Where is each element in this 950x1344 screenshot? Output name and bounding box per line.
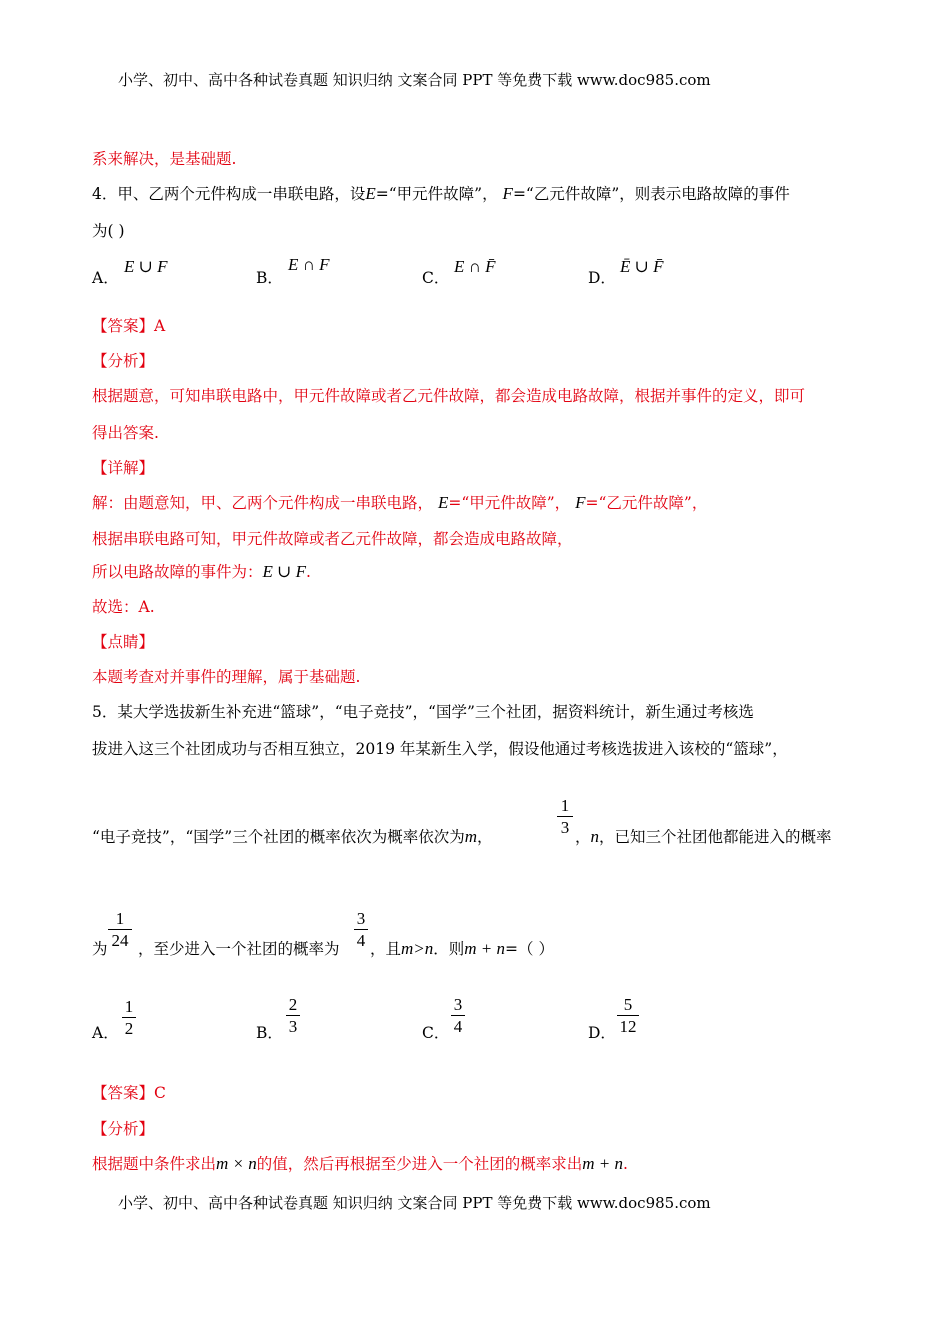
page-footer: 小学、初中、高中各种试卷真题 知识归纳 文案合同 PPT 等免费下载 www.doc985.com bbox=[118, 1194, 711, 1212]
previous-comment-tail: 系来解决，是基础题. bbox=[92, 150, 237, 168]
q4-comment: 本题考查对并事件的理解，属于基础题. bbox=[92, 668, 361, 686]
q5-fraction-three-quarters: 3 4 bbox=[354, 910, 368, 949]
q4-option-a[interactable]: A． bbox=[92, 269, 119, 287]
q5-fraction-one-24th: 1 24 bbox=[108, 910, 132, 949]
q5-analysis-tag: 【分析】 bbox=[92, 1120, 155, 1138]
q5-option-d-fraction: 5 12 bbox=[617, 996, 639, 1035]
q5-stem-line4-start: 为 bbox=[92, 940, 108, 958]
q5-option-b-fraction: 2 3 bbox=[286, 996, 300, 1035]
q4-option-b[interactable]: B． bbox=[256, 269, 283, 287]
q5-option-c-fraction: 3 4 bbox=[451, 996, 465, 1035]
q5-analysis-line: 根据题中条件求出m × n的值，然后再根据至少进入一个社团的概率求出m + n. bbox=[92, 1154, 628, 1173]
q4-stem-line1: 4．甲、乙两个元件构成一串联电路，设E=“甲元件故障”， F=“乙元件故障”，则表示电路故障的事件 bbox=[92, 184, 790, 203]
q4-stem-line2: 为( ) bbox=[92, 222, 125, 240]
q5-option-a[interactable]: A． bbox=[92, 1024, 119, 1042]
q4-detail-line2: 根据串联电路可知，甲元件故障或者乙元件故障，都会造成电路故障， bbox=[92, 530, 573, 548]
q5-option-b[interactable]: B． bbox=[256, 1024, 283, 1042]
q4-comment-tag: 【点睛】 bbox=[92, 633, 155, 651]
q4-option-c-formula: E ∩ F̄ bbox=[454, 257, 496, 276]
q4-option-b-formula: E ∩ F bbox=[288, 255, 330, 274]
q4-detail-line3: 所以电路故障的事件为：E ∪ F. bbox=[92, 562, 311, 581]
q4-analysis-tag: 【分析】 bbox=[92, 352, 155, 370]
q5-option-c[interactable]: C． bbox=[422, 1024, 450, 1042]
q4-option-c[interactable]: C． bbox=[422, 269, 450, 287]
q4-option-d[interactable]: D． bbox=[588, 269, 616, 287]
q4-option-d-formula: Ē ∪ F̄ bbox=[620, 257, 664, 276]
q4-option-a-formula: E ∪ F bbox=[124, 257, 168, 276]
q5-option-a-fraction: 1 2 bbox=[122, 998, 136, 1037]
q5-stem-line2: 拔进入这三个社团成功与否相互独立，2019 年某新生入学，假设他通过考核选拔进入该校的“篮球”， bbox=[92, 740, 788, 758]
q5-stem-line1: 5．某大学选拔新生补充进“篮球”，“电子竞技”，“国学”三个社团，据资料统计，新生通过考核选 bbox=[92, 703, 754, 721]
q5-stem-line3: “电子竞技”，“国学”三个社团的概率依次为概率依次为m， bbox=[92, 827, 493, 846]
q4-detail-line4: 故选：A. bbox=[92, 598, 155, 616]
q4-detail-line1: 解：由题意知，甲、乙两个元件构成一串联电路， E=“甲元件故障”， F=“乙元件故障”， bbox=[92, 493, 708, 512]
q5-stem-line4-mid: ，至少进入一个社团的概率为 bbox=[138, 940, 340, 958]
q4-analysis-line2: 得出答案. bbox=[92, 424, 159, 442]
q5-stem-line3-tail: ，n，已知三个社团他都能进入的概率 bbox=[575, 827, 832, 846]
q4-analysis-line1: 根据题意，可知串联电路中，甲元件故障或者乙元件故障，都会造成电路故障，根据并事件的定义，即可 bbox=[92, 387, 806, 405]
q4-answer: 【答案】A bbox=[92, 317, 166, 335]
q5-fraction-one-third: 1 3 bbox=[557, 797, 573, 836]
q5-option-d[interactable]: D． bbox=[588, 1024, 616, 1042]
page-header: 小学、初中、高中各种试卷真题 知识归纳 文案合同 PPT 等免费下载 www.doc985.com bbox=[118, 71, 711, 89]
q5-answer: 【答案】C bbox=[92, 1084, 166, 1102]
q5-stem-line4-end: ，且m>n．则m + n=（ ） bbox=[370, 939, 554, 958]
q4-detail-tag: 【详解】 bbox=[92, 459, 155, 477]
